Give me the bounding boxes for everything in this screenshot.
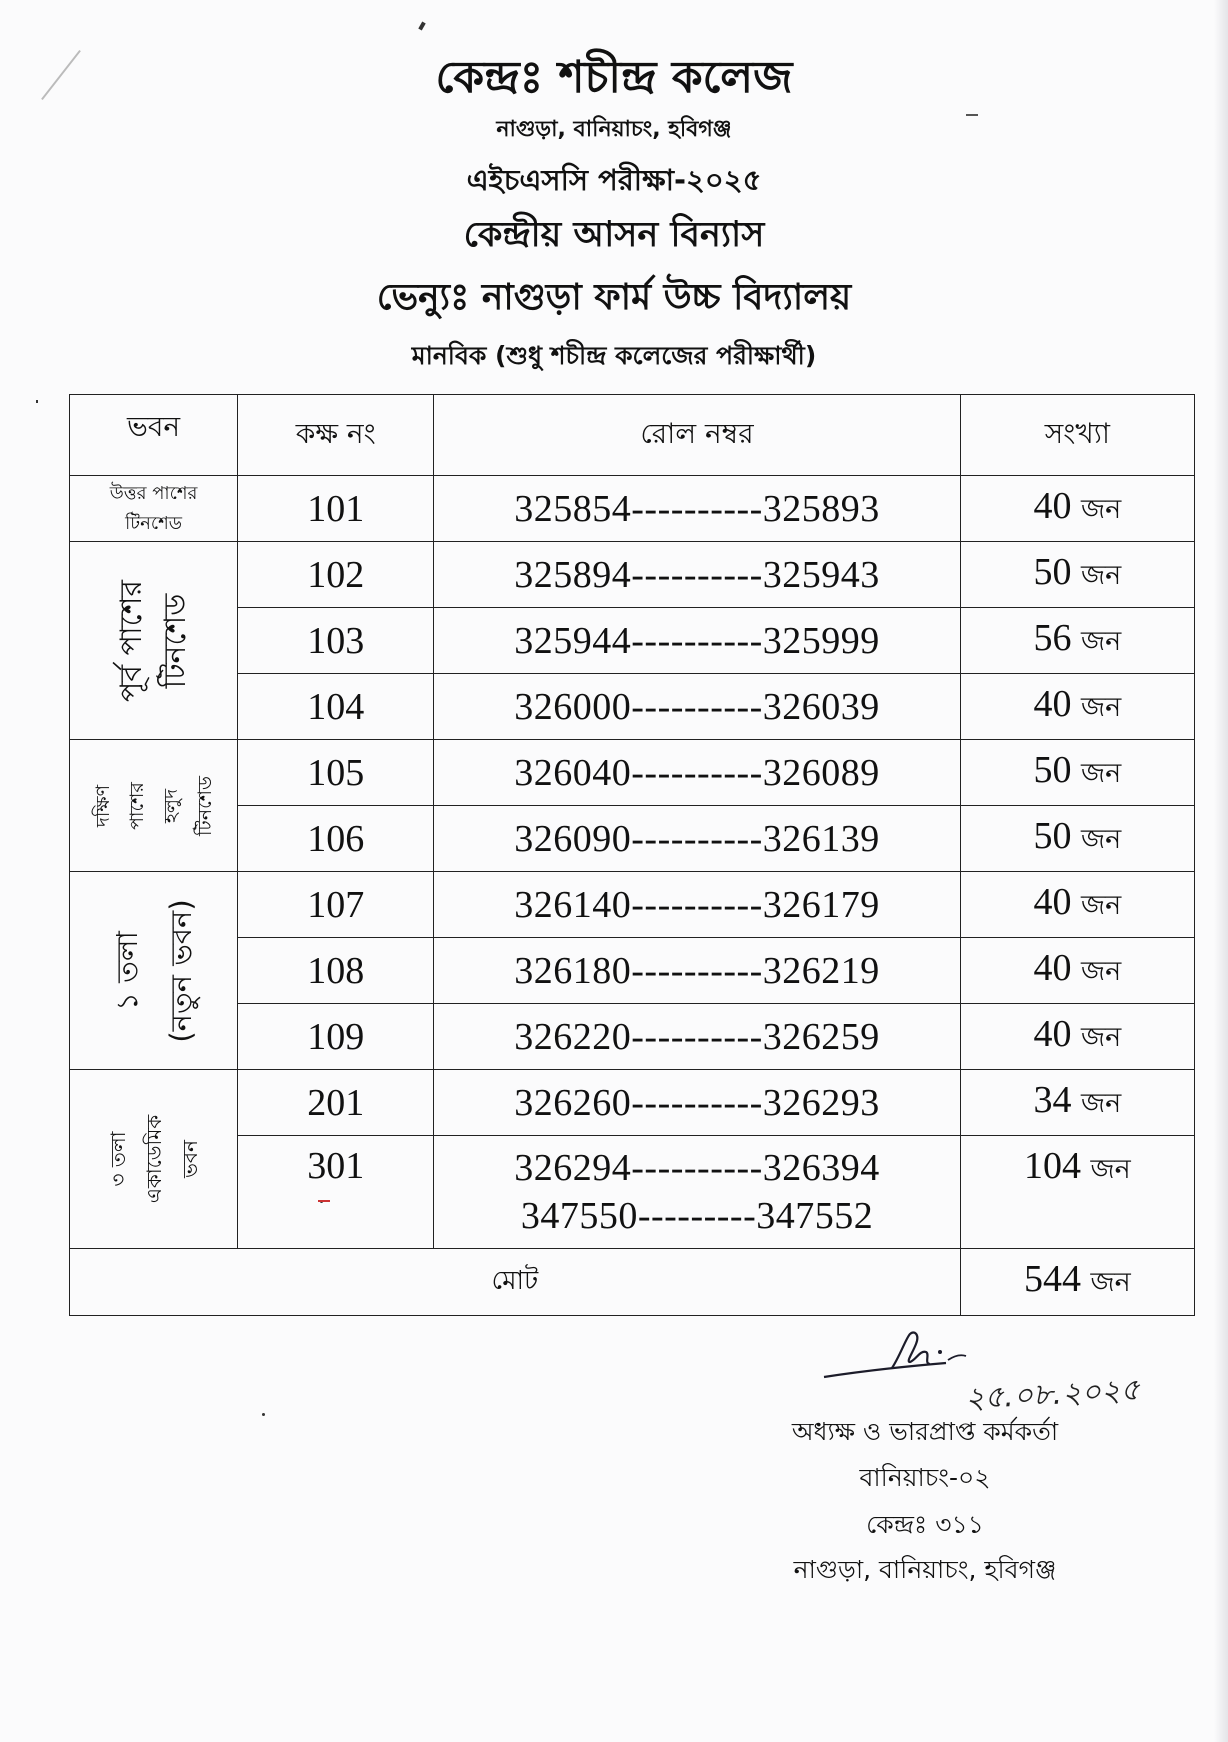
building-line: ভবন	[177, 1140, 202, 1178]
building-cell	[70, 542, 238, 740]
group-subtitle: মানবিক (শুধু শচীন্দ্র কলেজের পরীক্ষার্থী)	[411, 341, 817, 370]
roll-range: 326294----------326394	[514, 1147, 880, 1189]
signatory-designation: অধ্যক্ষ ও ভারপ্রাপ্ত কর্মকর্তা	[791, 1417, 1059, 1446]
table-row	[70, 1136, 1195, 1249]
building-label-rotated	[110, 580, 198, 702]
count-value: 40	[1033, 880, 1072, 923]
room-cell: 201	[238, 1070, 434, 1136]
venue-title: ভেন্যুঃ নাগুড়া ফার্ম উচ্চ বিদ্যালয়	[376, 277, 852, 318]
count-value: 40	[1033, 1012, 1072, 1055]
count-value: 104	[1023, 1145, 1081, 1187]
building-line: উত্তর পাশের	[109, 482, 198, 504]
building-line: দক্ষিণ	[91, 784, 114, 827]
building-cell	[70, 872, 238, 1070]
count-unit: জন	[1080, 1087, 1122, 1119]
count-unit: জন	[1080, 823, 1122, 855]
building-line: হলুদ	[159, 788, 182, 823]
count-unit: জন	[1080, 757, 1122, 789]
building-cell	[70, 1070, 238, 1249]
count-value: 56	[1033, 616, 1072, 659]
table-header-row	[70, 395, 1195, 476]
roll-cell: 326260----------326293	[434, 1070, 960, 1136]
count-value: 50	[1033, 550, 1072, 593]
count-value: 40	[1033, 946, 1072, 989]
table-row	[70, 938, 1195, 1004]
count-unit: জন	[1080, 889, 1122, 921]
roll-cell: 326140----------326179	[434, 872, 960, 938]
roll-range-extra: 347550---------347552	[520, 1195, 874, 1237]
count-value: 40	[1033, 682, 1072, 725]
building-line: টিনশেড	[157, 593, 193, 688]
exam-title: এইচএসসি পরীক্ষা-২০২৫	[466, 163, 762, 197]
room-cell: 105	[238, 740, 434, 806]
count-unit: জন	[1090, 1154, 1131, 1185]
count-value: 34	[1033, 1078, 1072, 1121]
scan-mark	[262, 1413, 265, 1416]
building-cell	[70, 476, 238, 542]
count-unit: জন	[1080, 625, 1122, 657]
header-roll: রোল নম্বর	[434, 395, 960, 476]
center-title: কেন্দ্রঃ শচীন্দ্র কলেজ	[435, 52, 793, 103]
count-unit: জন	[1080, 559, 1122, 591]
building-line: টিনশেড	[193, 775, 216, 836]
center-code: কেন্দ্রঃ ৩১১	[866, 1510, 984, 1539]
room-cell: 101	[238, 476, 434, 542]
scan-mark	[418, 22, 425, 31]
count-cell	[960, 1070, 1194, 1136]
roll-cell	[434, 1136, 960, 1249]
count-cell	[960, 476, 1194, 542]
header-building: ভবন	[70, 395, 238, 476]
total-count-value: 544	[1023, 1258, 1081, 1300]
roll-cell: 326000----------326039	[434, 674, 960, 740]
count-cell	[960, 872, 1194, 938]
center-address: নাগুড়া, বানিয়াচং, হবিগঞ্জ	[496, 117, 732, 142]
roll-cell: 325944----------325999	[434, 608, 960, 674]
room-cell: 104	[238, 674, 434, 740]
count-cell	[960, 608, 1194, 674]
room-cell: 107	[238, 872, 434, 938]
count-cell	[960, 674, 1194, 740]
count-unit: জন	[1090, 1267, 1131, 1298]
header-room: কক্ষ নং	[238, 395, 434, 476]
building-label-rotated	[86, 776, 222, 836]
room-cell: 301	[238, 1136, 434, 1249]
header-count: সংখ্যা	[960, 395, 1194, 476]
building-line: ১ তলা	[109, 930, 144, 1011]
room-cell: 102	[238, 542, 434, 608]
scan-mark	[36, 400, 38, 403]
count-unit: জন	[1080, 493, 1122, 525]
seat-plan-title: কেন্দ্রীয় আসন বিন্যাস	[463, 215, 765, 255]
building-line: টিনশেড	[125, 512, 182, 534]
table-row	[70, 740, 1195, 806]
roll-cell: 326090----------326139	[434, 806, 960, 872]
count-value: 50	[1033, 748, 1072, 791]
building-label-rotated	[100, 899, 208, 1042]
table-row	[70, 476, 1195, 542]
building-line: একাডেমিক	[141, 1114, 166, 1204]
count-cell	[960, 1136, 1194, 1249]
count-unit: জন	[1080, 1021, 1122, 1053]
roll-cell: 325894----------325943	[434, 542, 960, 608]
table-row	[70, 542, 1195, 608]
count-unit: জন	[1080, 955, 1122, 987]
scan-mark	[318, 1200, 330, 1202]
building-label-rotated	[100, 1115, 208, 1204]
seat-plan-table	[69, 394, 1195, 1316]
roll-cell: 326220----------326259	[434, 1004, 960, 1070]
count-cell	[960, 740, 1194, 806]
signatory-location: নাগুড়া, বানিয়াচং, হবিগঞ্জ	[793, 1555, 1057, 1584]
total-label: মোট	[70, 1249, 961, 1316]
table-row	[70, 806, 1195, 872]
count-value: 40	[1033, 484, 1072, 527]
table-row	[70, 872, 1195, 938]
table-row	[70, 1004, 1195, 1070]
room-cell: 106	[238, 806, 434, 872]
count-unit: জন	[1080, 691, 1122, 723]
building-line: ৩ তলা	[105, 1131, 130, 1187]
count-value: 50	[1033, 814, 1072, 857]
signature-date: ২৫.০৮.২০২৫	[964, 1372, 1141, 1417]
signatory-office: বানিয়াচং-০২	[859, 1463, 991, 1492]
total-row	[70, 1249, 1195, 1316]
building-line: পাশের	[125, 781, 148, 830]
table-row	[70, 1070, 1195, 1136]
count-cell	[960, 1004, 1194, 1070]
building-cell	[70, 740, 238, 872]
scan-mark	[966, 114, 978, 116]
roll-cell: 325854----------325893	[434, 476, 960, 542]
room-cell: 109	[238, 1004, 434, 1070]
count-cell	[960, 542, 1194, 608]
table-row	[70, 608, 1195, 674]
table-row	[70, 674, 1195, 740]
building-line: পূর্ব পাশের	[113, 579, 149, 702]
roll-cell: 326040----------326089	[434, 740, 960, 806]
building-line: (নতুন ভবন)	[163, 898, 198, 1043]
room-cell: 108	[238, 938, 434, 1004]
roll-cell: 326180----------326219	[434, 938, 960, 1004]
count-cell	[960, 938, 1194, 1004]
total-count-cell	[960, 1249, 1194, 1316]
count-cell	[960, 806, 1194, 872]
room-cell: 103	[238, 608, 434, 674]
